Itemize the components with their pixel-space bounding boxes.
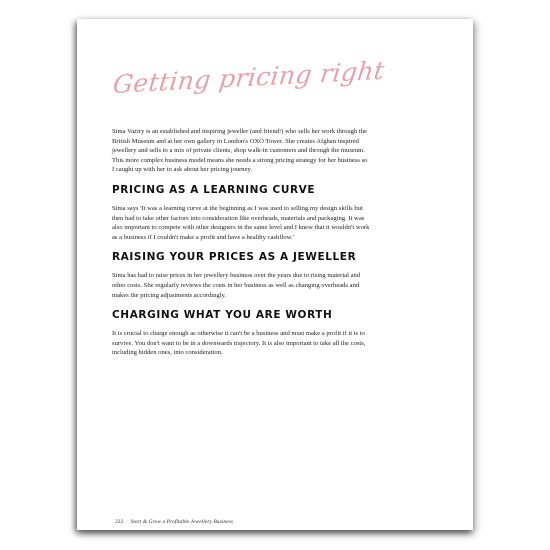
section-heading: RAISING YOUR PRICES AS A JEWELLER xyxy=(112,251,357,264)
section-paragraph: Sima has had to raise prices in her jewellery business over the years due to rising material and other costs. She regularly reviews the costs in her business as well as changing overheads and makes the pricing adjustments accordingly. xyxy=(112,272,361,299)
section-heading: PRICING AS A LEARNING CURVE xyxy=(112,183,316,196)
article-body xyxy=(112,127,371,358)
document-page xyxy=(77,19,473,530)
page-footer xyxy=(115,519,233,525)
intro-paragraph: Sima Vaziry is an established and inspiring jeweller (and friend!) who sells her work through the British Museum and at her own gallery in London's OXO Tower. She creates Afghan inspired jewellery and sells to a mix of private clients, shop walk-in customers and through the museum. This more complex business model means she needs a strong pricing strategy for her business so I caught up with her to ask about her pricing journey. xyxy=(112,128,368,174)
page-title: Getting pricing right xyxy=(111,55,387,99)
page-number: 222 xyxy=(115,519,124,525)
section-paragraph: Sima says 'It was a learning curve at the beginning as I was used to selling my design skills but then had to take other factors into consideration like overheads, materials and packaging. It was also important to compete with other designers in the same level and I knew that it wouldn't work as a business if I couldn't make a profit and have a healthy cashflow.' xyxy=(112,204,370,241)
section-paragraph: It is crucial to charge enough as otherwise it can't be a business and must make a profit if it is to survive. You don't want to be in a downwards trajectory. It is also important to take all the costs, including hidden ones, into consideration. xyxy=(112,330,366,357)
footer-separator: | xyxy=(126,519,128,525)
section-heading: CHARGING WHAT YOU ARE WORTH xyxy=(112,309,333,322)
book-title: Start & Grow a Profitable Jewellery Business xyxy=(130,519,233,525)
